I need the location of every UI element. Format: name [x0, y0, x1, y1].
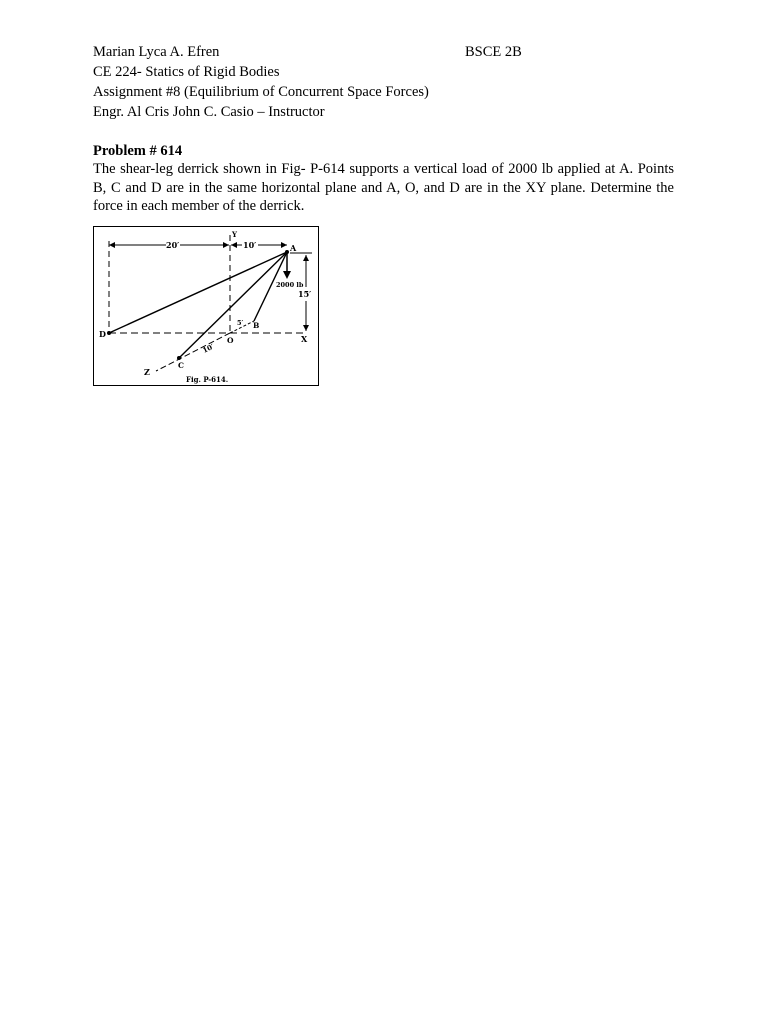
dim-10-z-label: 10′: [201, 341, 216, 355]
derrick-figure: [93, 226, 319, 386]
dim-10-top-label: 10′: [243, 239, 257, 250]
label-z: Z: [144, 366, 150, 377]
label-o: O: [227, 335, 234, 345]
load-label: 2000 lb: [276, 280, 304, 289]
label-a: A: [290, 242, 297, 253]
document-page: [93, 42, 674, 386]
dim-20-label: 20′: [166, 239, 180, 250]
instructor-name: Engr. Al Cris John C. Casio – Instructor: [93, 104, 325, 120]
point-D: [107, 331, 111, 335]
assignment-title: Assignment #8 (Equilibrium of Concurrent Space Forces): [93, 84, 429, 100]
label-d: D: [99, 328, 106, 339]
point-C: [177, 356, 181, 360]
problem-statement: The shear-leg derrick shown in Fig- P-614 supports a vertical load of 2000 lb applied at A. Points B, C and D are in the same horizontal plane and A, O, and D are in the XY plane. Determine the force in each member of the derrick.: [93, 161, 674, 214]
problem-title: Problem # 614: [93, 143, 183, 159]
course-title: CE 224- Statics of Rigid Bodies: [93, 64, 280, 80]
student-section: BSCE 2B: [465, 44, 522, 60]
member-AD: [109, 252, 287, 333]
dim-15-label: 15′: [298, 288, 312, 299]
z-axis: [156, 333, 230, 371]
dim-5-label: 5′: [237, 318, 244, 327]
label-y: Y: [232, 229, 237, 239]
label-x: X: [301, 333, 308, 344]
header-name-row: [93, 42, 674, 62]
figure-caption: Fig. P-614.: [186, 374, 229, 384]
load-arrow-head: [283, 271, 291, 279]
derrick-diagram: [94, 227, 317, 384]
student-name: Marian Lyca A. Efren: [93, 44, 220, 60]
label-c: C: [178, 360, 184, 370]
label-b: B: [253, 320, 260, 330]
